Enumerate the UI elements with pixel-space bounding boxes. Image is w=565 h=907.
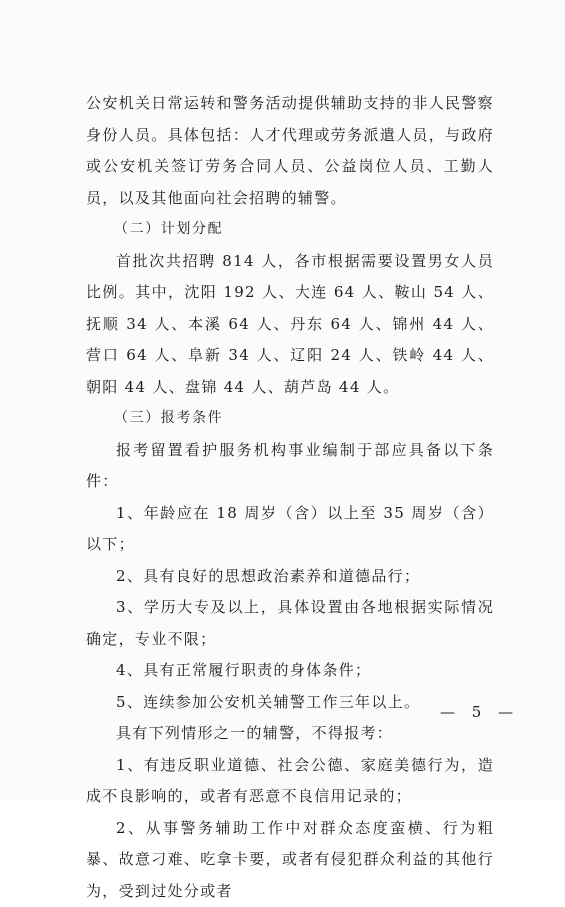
exclusion-item-misconduct: 1、有违反职业道德、社会公德、家庭美德行为，造成不良影响的，或者有恶意不良信用记录的； bbox=[86, 750, 494, 813]
requirement-item-experience: 5、连续参加公安机关辅警工作三年以上。 bbox=[86, 687, 494, 719]
paragraph-requirements-intro: 报考留置看护服务机构事业编制于部应具备以下条件： bbox=[86, 435, 494, 498]
section-heading-plan-allocation: （二）计划分配 bbox=[86, 214, 494, 246]
page-number: — 5 — bbox=[440, 703, 519, 721]
document-body bbox=[86, 88, 494, 907]
requirement-item-education: 3、学历大专及以上，具体设置由各地根据实际情况确定，专业不限； bbox=[86, 592, 494, 655]
paragraph-allocation: 首批次共招聘 814 人，各市根据需要设置男女人员比例。其中，沈阳 192 人、大连 64 人、鞍山 54 人、抚顺 34 人、本溪 64 人、丹东 64 人、锦州 44 人、营口 64 人、阜新 34 人、辽阳 24 人、铁岭 44 人、朝阳 44 人、盘锦 44 人、葫芦岛 44 人。 bbox=[86, 246, 494, 404]
requirement-item-health: 4、具有正常履行职责的身体条件； bbox=[86, 655, 494, 687]
requirement-item-ethics: 2、具有良好的思想政治素养和道德品行； bbox=[86, 561, 494, 593]
exclusion-item-abuse: 2、从事警务辅助工作中对群众态度蛮横、行为粗暴、故意刁难、吃拿卡要，或者有侵犯群众利益的其他行为，受到过处分或者 bbox=[86, 813, 494, 907]
requirement-item-age: 1、年龄应在 18 周岁（含）以上至 35 周岁（含）以下； bbox=[86, 498, 494, 561]
paragraph-continuation: 公安机关日常运转和警务活动提供辅助支持的非人民警察身份人员。具体包括：人才代理或劳务派遣人员，与政府或公安机关签订劳务合同人员、公益岗位人员、工勤人员，以及其他面向社会招聘的辅警。 bbox=[86, 88, 494, 214]
section-heading-requirements: （三）报考条件 bbox=[86, 403, 494, 435]
paragraph-exclusions-intro: 具有下列情形之一的辅警，不得报考： bbox=[86, 718, 494, 750]
